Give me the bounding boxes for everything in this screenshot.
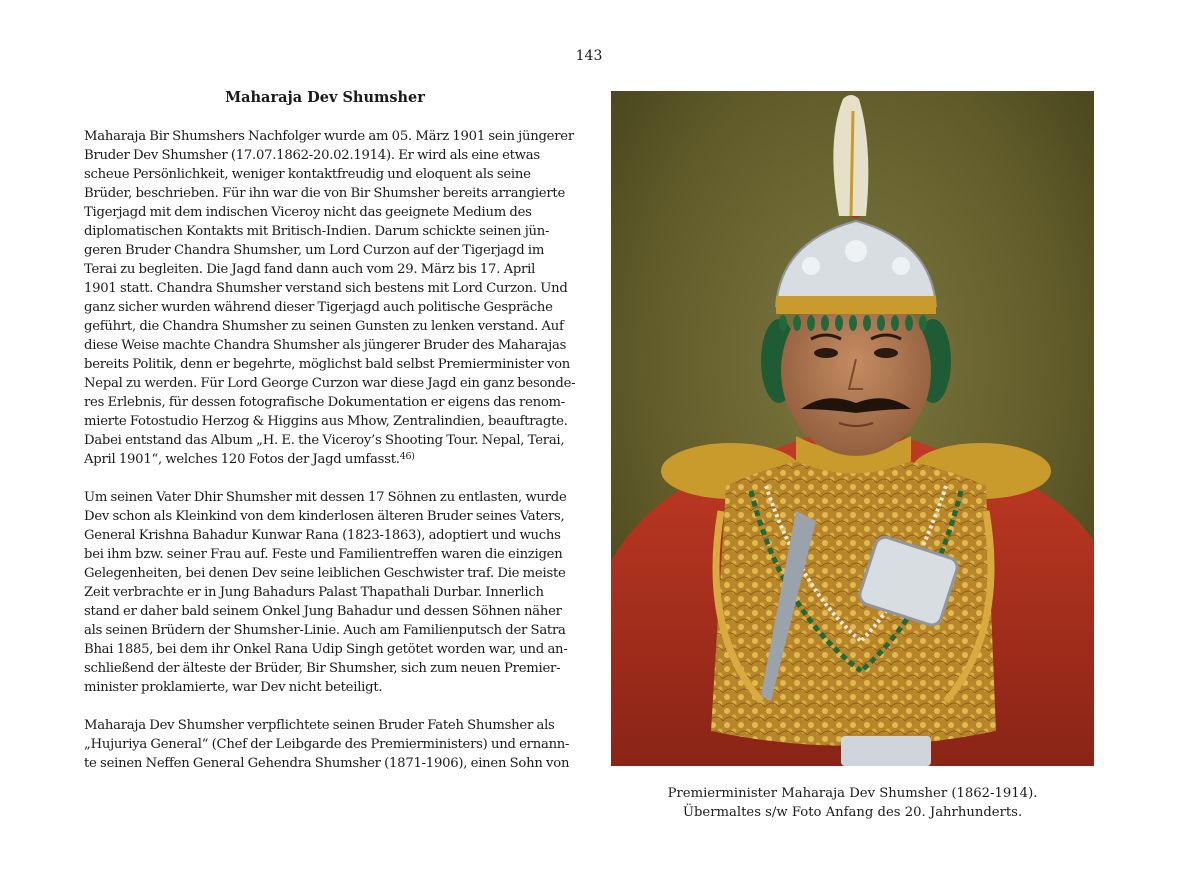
paragraph-2 (84, 488, 566, 697)
text-line: General Krishna Bahadur Kunwar Rana (1823-1863), adoptiert und wuchs (84, 528, 561, 543)
caption-line: Premierminister Maharaja Dev Shumsher (1862-1914). (667, 786, 1038, 801)
portrait-illustration (611, 91, 1094, 766)
text-line: bei ihm bzw. seiner Frau auf. Feste und Familientreffen waren die einzigen (84, 547, 563, 562)
plume-stem (851, 111, 853, 216)
text-line: Dabei entstand das Album „H. E. the Viceroy’s Shooting Tour. Nepal, Terai, (84, 433, 565, 448)
text-line: Zeit verbrachte er in Jung Bahadurs Palast Thapathali Durbar. Innerlich (84, 585, 544, 600)
text-line: Brüder, beschrieben. Für ihn war die von Bir Shumsher bereits arrangierte (84, 186, 565, 201)
crown-jewel (802, 257, 820, 275)
text-line: Gelegenheiten, bei denen Dev seine leiblichen Geschwister traf. Die meiste (84, 566, 566, 581)
text-line: Nepal zu werden. Für Lord George Curzon war diese Jagd ein ganz besonde- (84, 376, 576, 391)
text-column (84, 88, 576, 792)
footnote-marker[interactable]: 46) (399, 451, 415, 462)
text-line: 1901 statt. Chandra Shumsher verstand sich bestens mit Lord Curzon. Und (84, 281, 568, 296)
text-line: Maharaja Dev Shumsher verpflichtete seinen Bruder Fateh Shumsher als (84, 718, 555, 733)
caption-line: Übermaltes s/w Foto Anfang des 20. Jahrhunderts. (682, 805, 1023, 820)
text-line: Bhai 1885, bei dem ihr Onkel Rana Udip Singh getötet worden war, und an- (84, 642, 568, 657)
text-line: minister proklamierte, war Dev nicht beteiligt. (84, 680, 383, 695)
text-line: mierte Fotostudio Herzog & Higgins aus Mhow, Zentralindien, beauftragte. (84, 414, 568, 429)
text-line: Dev schon als Kleinkind von dem kinderlosen älteren Bruder seines Vaters, (84, 509, 565, 524)
text-line: Terai zu begleiten. Die Jagd fand dann auch vom 29. März bis 17. April (84, 262, 536, 277)
text-line: res Erlebnis, für dessen fotografische Dokumentation er eigens das renom- (84, 395, 566, 410)
text-line: Um seinen Vater Dhir Shumsher mit dessen 17 Söhnen zu entlasten, wurde (84, 490, 567, 505)
text-line: diplomatischen Kontakts mit Britisch-Indien. Darum schickte seinen jün- (84, 224, 550, 239)
paragraph-1 (84, 127, 576, 469)
left-eye (814, 348, 838, 358)
paragraph-3 (84, 716, 570, 773)
gold-embroidery (711, 456, 996, 746)
section-heading: Maharaja Dev Shumsher (225, 89, 425, 106)
crown-band (776, 296, 936, 314)
text-line: diese Weise machte Chandra Shumsher als jüngerer Bruder des Maharajas (84, 338, 567, 353)
portrait-image (611, 91, 1094, 766)
image-caption (611, 784, 1094, 822)
text-line: te seinen Neffen General Gehendra Shumsher (1871-1906), einen Sohn von (84, 756, 570, 771)
text-line: geren Bruder Chandra Shumsher, um Lord Curzon auf der Tigerjagd im (84, 243, 545, 258)
right-eye (874, 348, 898, 358)
text-line: ganz sicher wurden während dieser Tigerjagd auch politische Gespräche (84, 300, 553, 315)
text-line: bereits Politik, denn er begehrte, möglichst bald selbst Premierminister von (84, 357, 571, 372)
page-number: 143 (575, 48, 603, 64)
text-line: schließend der älteste der Brüder, Bir Shumsher, sich zum neuen Premier- (84, 661, 561, 676)
text-line: Tigerjagd mit dem indischen Viceroy nicht das geeignete Medium des (84, 205, 532, 220)
text-line: „Hujuriya General“ (Chef der Leibgarde des Premierministers) und ernann- (84, 737, 570, 752)
crown-jewel (892, 257, 910, 275)
text-line: geführt, die Chandra Shumsher zu seinen Gunsten zu lenken verstand. Auf (84, 319, 564, 334)
text-line-content: April 1901“, welches 120 Fotos der Jagd umfasst. (84, 452, 400, 467)
belt-buckle (841, 736, 931, 766)
text-line: Maharaja Bir Shumshers Nachfolger wurde am 05. März 1901 sein jüngerer (84, 129, 574, 144)
crown-jewel (845, 240, 867, 262)
text-line: als seinen Brüdern der Shumsher-Linie. Auch am Familienputsch der Satra (84, 623, 566, 638)
text-line (84, 450, 566, 469)
text-line: stand er daher bald seinem Onkel Jung Bahadur und dessen Söhnen näher (84, 604, 562, 619)
text-line: Bruder Dev Shumsher (17.07.1862-20.02.1914). Er wird als eine etwas (84, 148, 540, 163)
text-line: scheue Persönlichkeit, weniger kontaktfreudig und eloquent als seine (84, 167, 531, 182)
